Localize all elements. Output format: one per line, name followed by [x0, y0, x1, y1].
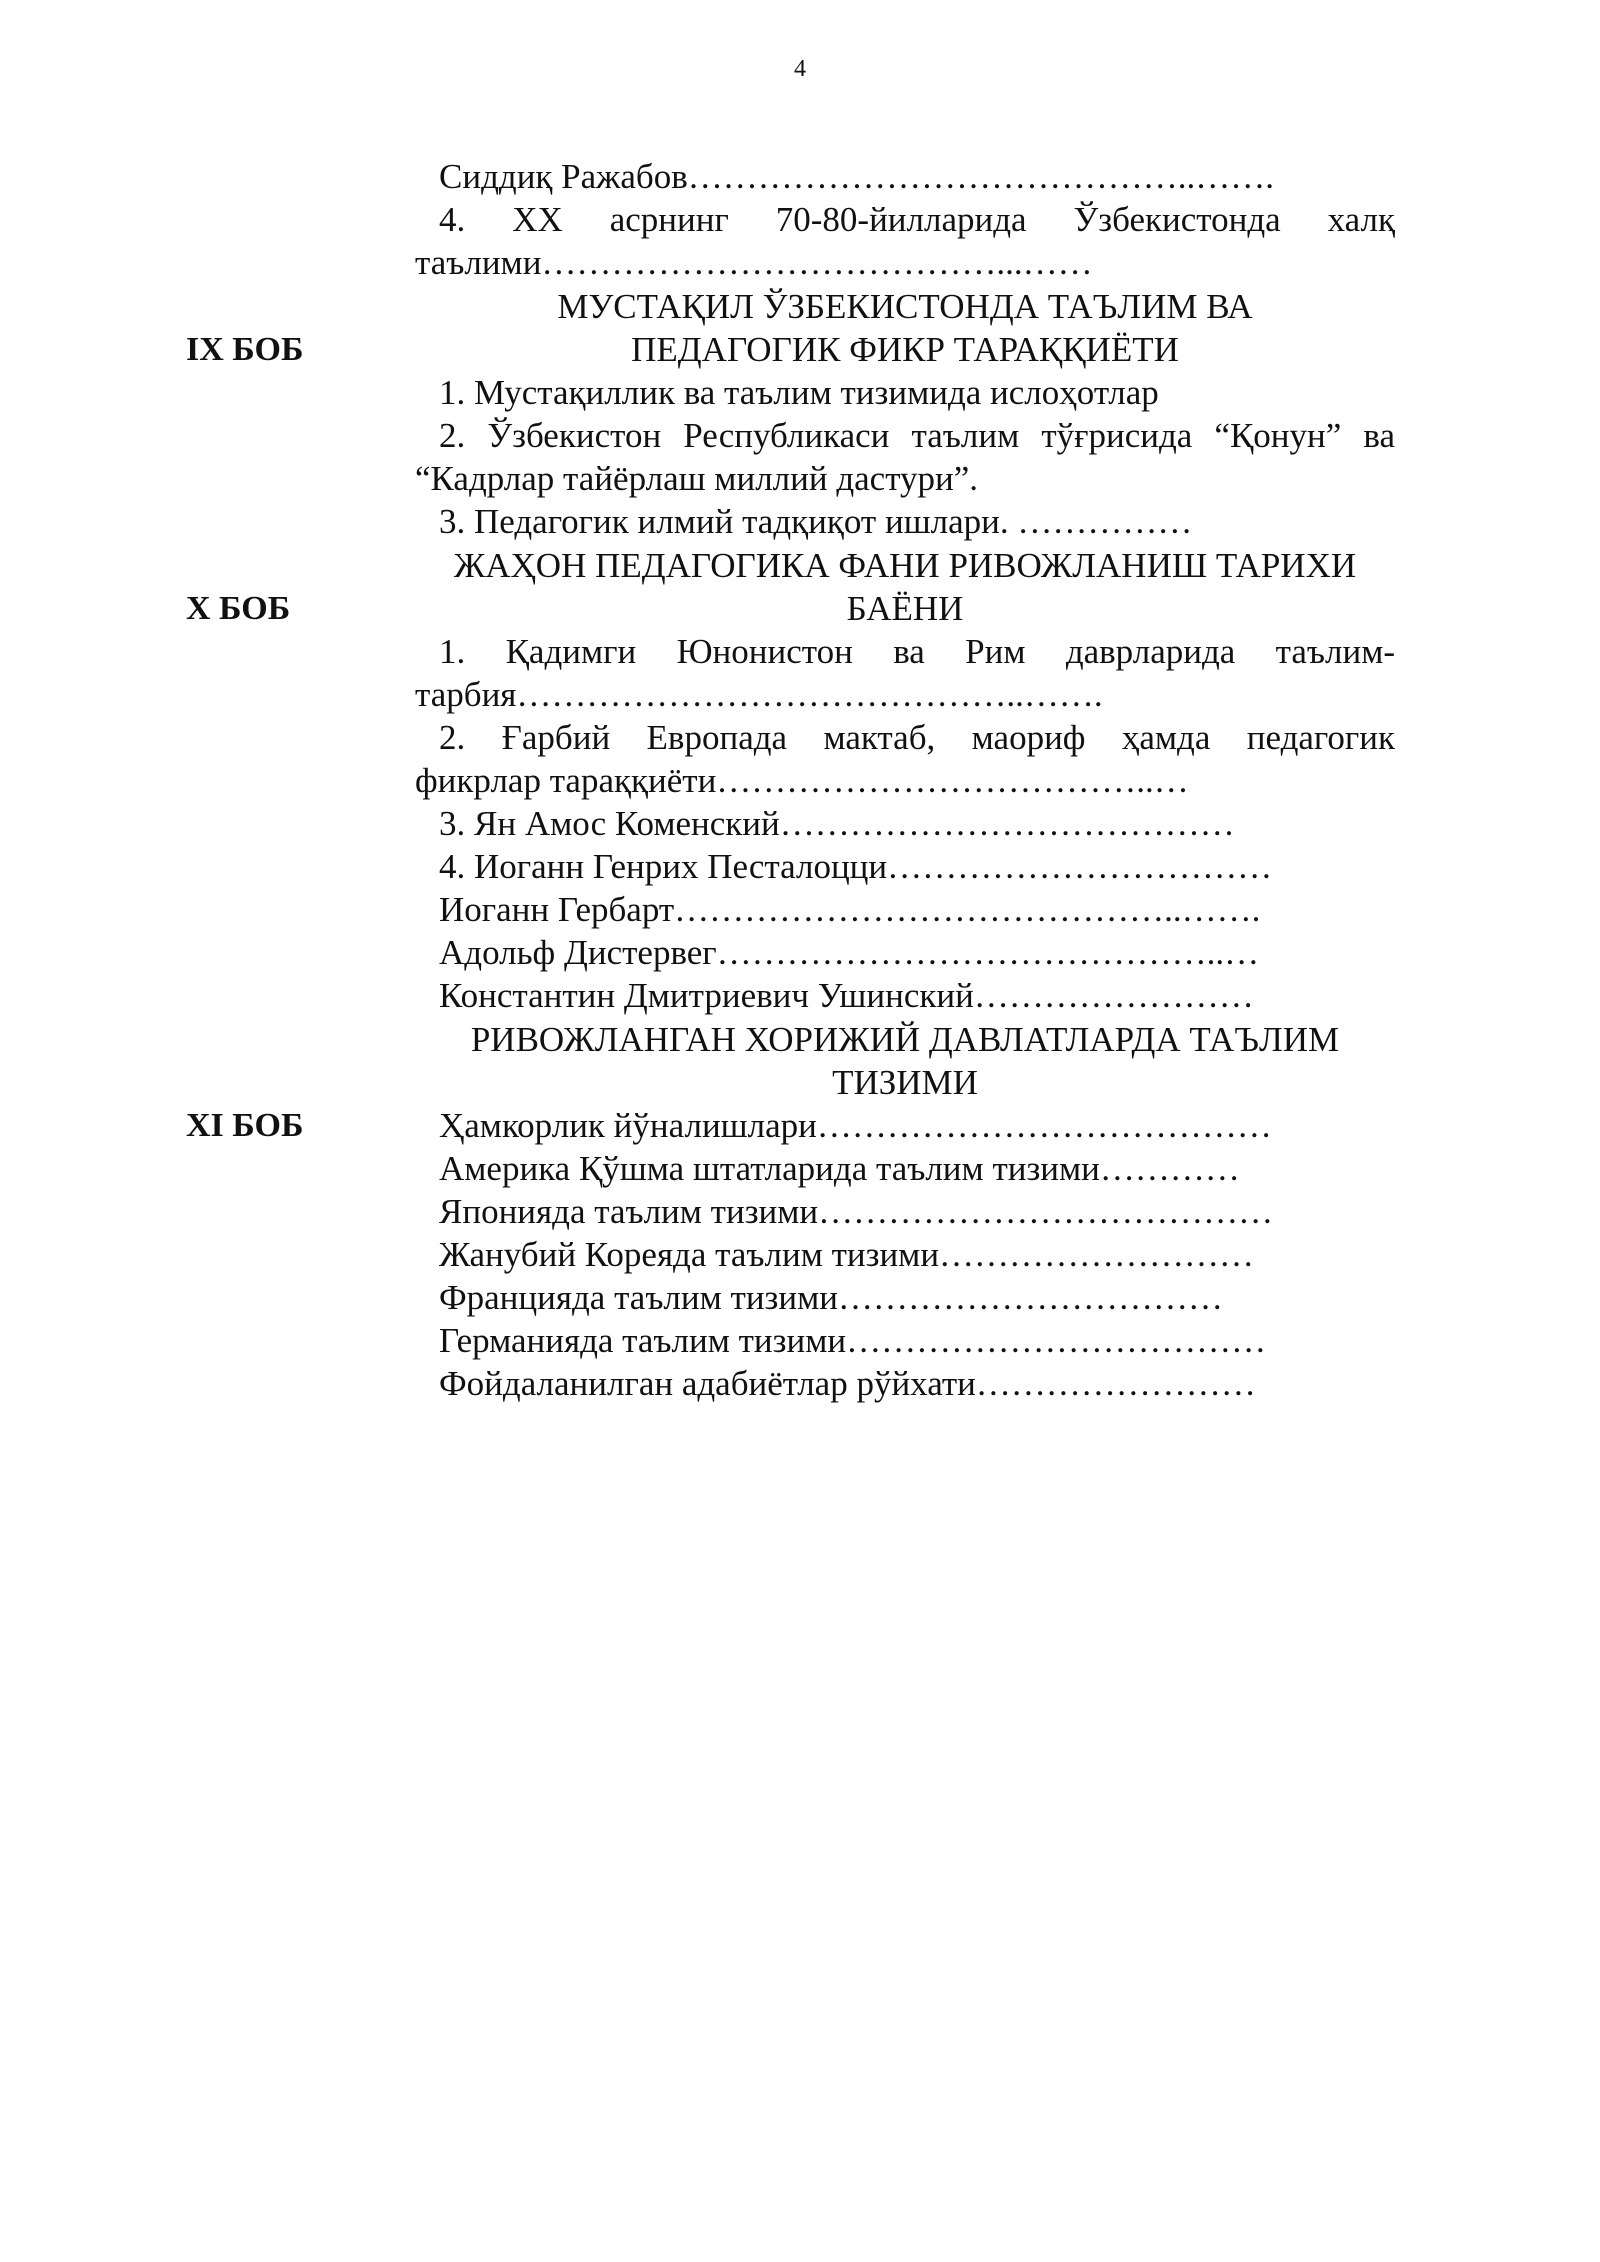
toc-entry-south-korea: Жанубий Кореяда таълим тизими……………………… — [439, 1235, 1255, 1274]
chapter-xi-title-line-2: ТИЗИМИ — [832, 1063, 978, 1102]
toc-entry-70-80-years: 4. XX асрнинг 70-80-йилларида Ўзбекистонда халқ — [439, 200, 1395, 239]
toc-entry-cooperation: Ҳамкорлик йўналишлари………………………………… — [439, 1106, 1272, 1145]
toc-entry-independence-reforms: 1. Мустақиллик ва таълим тизимида ислоҳотлар — [439, 373, 1159, 412]
toc-entry-bibliography: Фойдаланилган адабиётлар рўйхати…………………… — [439, 1364, 1256, 1403]
toc-entry-western-europe-cont: фикрлар тараққиёти………………………………..… — [415, 761, 1189, 800]
chapter-ix-title-line-1: МУСТАҚИЛ ЎЗБЕКИСТОНДА ТАЪЛИМ ВА — [557, 287, 1253, 326]
toc-entry-germany: Германияда таълим тизими……………………………… — [439, 1321, 1267, 1360]
page-number: 4 — [794, 56, 806, 82]
toc-entry-ushinsky: Константин Дмитриевич Ушинский…………………… — [439, 976, 1254, 1015]
toc-entry-education-law-cont: “Кадрлар тайёрлаш миллий дастури”. — [415, 459, 979, 498]
toc-entry-diesterweg: Адольф Дистервег……………………………………..… — [439, 933, 1260, 972]
toc-entry-siddiq-rajabov: Сиддиқ Ражабов……………………………………..……. — [439, 157, 1274, 196]
chapter-xi-label: XI БОБ — [186, 1107, 304, 1144]
toc-entry-research-work: 3. Педагогик илмий тадқиқот ишлари. …………… — [439, 502, 1193, 541]
chapter-x-title-line-2: БАЁНИ — [846, 589, 964, 628]
chapter-xi-title-line-1: РИВОЖЛАНГАН ХОРИЖИЙ ДАВЛАТЛАРДА ТАЪЛИМ — [470, 1020, 1340, 1059]
toc-entry-japan: Японияда таълим тизими………………………………… — [439, 1192, 1274, 1231]
toc-entry-herbart: Иоганн Гербарт……………………………………..……. — [439, 890, 1261, 929]
toc-entry-western-europe: 2. Ғарбий Европада мактаб, маориф ҳамда педагогик — [439, 718, 1395, 757]
chapter-ix-label: IX БОБ — [186, 331, 304, 368]
chapter-x-label: X БОБ — [186, 590, 291, 627]
chapter-ix-title-line-2: ПЕДАГОГИК ФИКР ТАРАҚҚИЁТИ — [631, 330, 1179, 369]
toc-entry-70-80-years-cont: таълими…………………………………...…… — [415, 243, 1093, 282]
toc-entry-ancient-greece-rome-cont: тарбия……………………………………..……. — [415, 675, 1103, 714]
toc-entry-usa: Америка Қўшма штатларида таълим тизими………… — [439, 1149, 1240, 1188]
toc-entry-education-law: 2. Ўзбекистон Республикаси таълим тўғрисида “Қонун” ва — [439, 416, 1395, 455]
toc-entry-france: Францияда таълим тизими…………………………… — [439, 1278, 1223, 1317]
toc-entry-comenius: 3. Ян Амос Коменский………………………………… — [439, 804, 1235, 843]
chapter-x-title-line-1: ЖАҲОН ПЕДАГОГИКА ФАНИ РИВОЖЛАНИШ ТАРИХИ — [453, 546, 1357, 585]
toc-entry-pestalozzi: 4. Иоганн Генрих Песталоцци…………………………… — [439, 847, 1273, 886]
toc-entry-ancient-greece-rome: 1. Қадимги Юнонистон ва Рим даврларида таълим- — [439, 632, 1395, 671]
